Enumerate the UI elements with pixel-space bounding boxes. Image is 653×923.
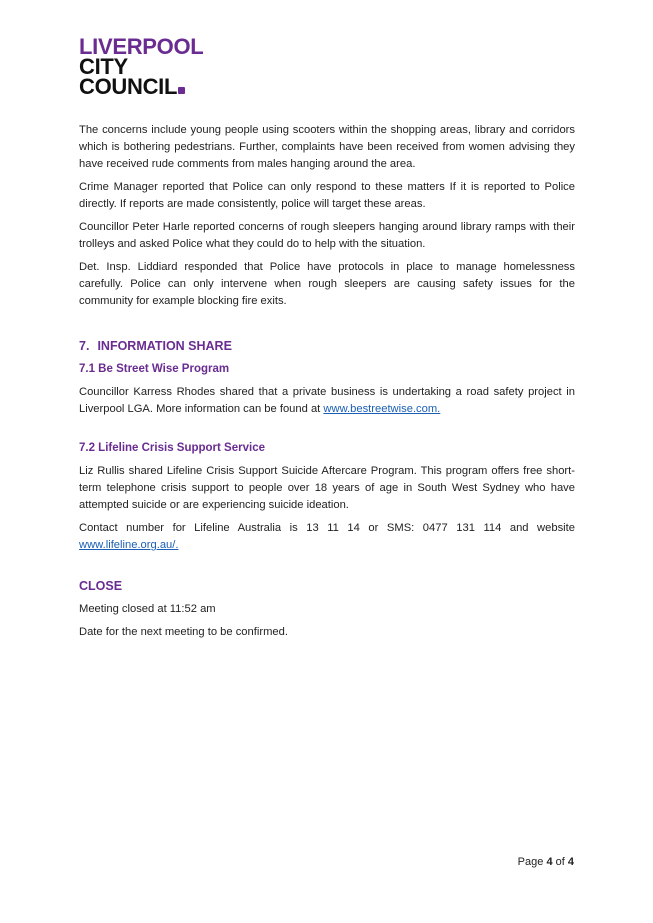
footer-page-word: Page xyxy=(517,856,544,868)
footer-page-number: 4 xyxy=(546,856,553,868)
logo-line-3: COUNCIL xyxy=(79,77,203,97)
footer-of-word: of xyxy=(555,856,565,868)
paragraph: Crime Manager reported that Police can only respond to these matters If it is reported to Police directly. If reports are made consistently, police will target these areas. xyxy=(79,181,575,210)
paragraph-text: Councillor Karress Rhodes shared that a private business is undertaking a road safety project in Liverpool LGA. More information can be found at xyxy=(79,386,575,415)
logo-line-2: CITY xyxy=(79,54,128,79)
paragraph-street-wise xyxy=(79,384,575,418)
subsection-heading-lifeline: 7.2 Lifeline Crisis Support Service xyxy=(79,442,265,454)
footer-page-total: 4 xyxy=(567,856,574,868)
logo-line-1: LIVERPOOL xyxy=(79,34,204,59)
section-number: 7. xyxy=(79,339,90,353)
page-number-footer xyxy=(518,856,574,868)
section-title: INFORMATION SHARE xyxy=(97,339,232,353)
bestreetwise-link[interactable]: www.bestreetwise.com. xyxy=(323,403,441,415)
paragraph: Det. Insp. Liddiard responded that Police have protocols in place to manage homelessness carefully. Police can only intervene when rough sleepers are causing safety issues for the community for example blocking fire exits. xyxy=(79,261,575,307)
paragraph: The concerns include young people using scooters within the shopping areas, library and corridors which is bothering pedestrians. Further, complaints have been received from women advising they have received rude comments from males hanging around the area. xyxy=(79,124,575,170)
document-body xyxy=(79,122,575,647)
subsection-heading-street-wise: 7.1 Be Street Wise Program xyxy=(79,363,230,375)
liverpool-city-council-logo xyxy=(79,34,204,99)
paragraph: Councillor Peter Harle reported concerns of rough sleepers hanging around library ramps with their trolleys and asked Police what they could do to help with the situation. xyxy=(79,221,575,250)
section-heading-close: CLOSE xyxy=(79,579,123,593)
paragraph-text: Contact number for Lifeline Australia is 13 11 14 or SMS: 0477 131 114 and website xyxy=(79,522,575,534)
lifeline-link[interactable]: www.lifeline.org.au/. xyxy=(79,539,179,551)
close-line-2: Date for the next meeting to be confirmed. xyxy=(79,626,288,638)
logo-dot-icon xyxy=(178,87,185,94)
paragraph-lifeline: Liz Rullis shared Lifeline Crisis Support Suicide Aftercare Program. This program offers free short-term telephone crisis support to people over 18 years of age in South West Sydney who have attempted suicide or are experiencing suicide ideation. xyxy=(79,465,575,511)
section-heading-information-share xyxy=(79,338,575,355)
paragraph-lifeline-contact xyxy=(79,520,575,554)
close-line-1: Meeting closed at 11:52 am xyxy=(79,603,216,615)
